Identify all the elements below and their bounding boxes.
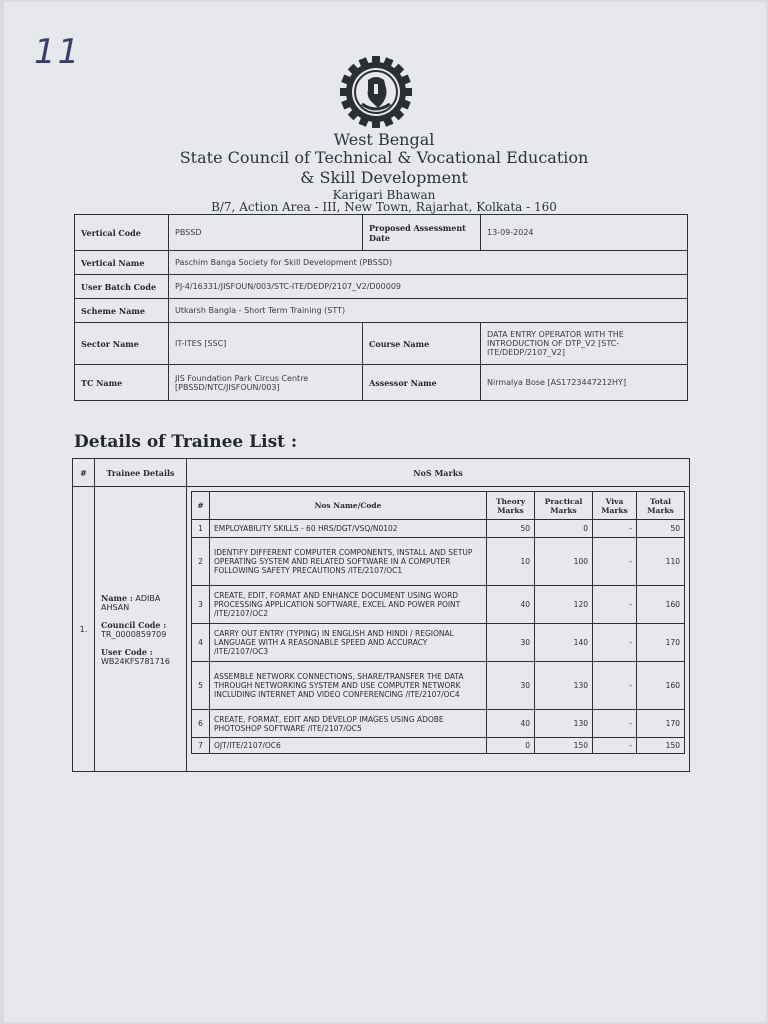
theory-marks: 30 xyxy=(487,662,535,710)
nos-name: IDENTIFY DIFFERENT COMPUTER COMPONENTS, INSTALL AND SETUP OPERATING SYSTEM AND RELATED SOFTWARE IN A COMPUTER FOLLOWING SAFETY PRECAUTIONS /ITE/2107/OC1 xyxy=(210,538,487,586)
table-row xyxy=(192,710,685,738)
nos-num: 4 xyxy=(192,624,210,662)
practical-header: Practical Marks xyxy=(535,492,593,520)
nos-name: CREATE, EDIT, FORMAT AND ENHANCE DOCUMENT USING WORD PROCESSING APPLICATION SOFTWARE, EXCEL AND POWER POINT /ITE/2107/OC2 xyxy=(210,586,487,624)
nos-name-header: Nos Name/Code xyxy=(210,492,487,520)
viva-header: Viva Marks xyxy=(593,492,637,520)
vertical-name-label: Vertical Name xyxy=(75,251,169,275)
theory-marks: 50 xyxy=(487,520,535,538)
vertical-code-label: Vertical Code xyxy=(75,215,169,251)
state-name: West Bengal xyxy=(333,130,435,149)
total-marks: 170 xyxy=(637,710,685,738)
batch-code-value: PJ-4/16331/JISFOUN/003/STC-ITE/DEDP/2107_V2/D00009 xyxy=(169,275,688,299)
council-name: State Council of Technical & Vocational Education xyxy=(179,148,589,167)
sector-label: Sector Name xyxy=(75,323,169,365)
address: B/7, Action Area - III, New Town, Rajarhat, Kolkata - 160 xyxy=(211,200,557,214)
nos-name: CREATE, FORMAT, EDIT AND DEVELOP IMAGES USING ADOBE PHOTOSHOP SOFTWARE /ITE/2107/OC5 xyxy=(210,710,487,738)
viva-marks: - xyxy=(593,586,637,624)
council-code: TR_0000859709 xyxy=(101,629,167,639)
trainee-row-num: 1. xyxy=(73,487,95,772)
total-marks: 170 xyxy=(637,624,685,662)
practical-marks: 0 xyxy=(535,520,593,538)
total-marks: 160 xyxy=(637,662,685,710)
council-logo-icon xyxy=(338,54,414,130)
viva-marks: - xyxy=(593,520,637,538)
nos-num: 6 xyxy=(192,710,210,738)
theory-marks: 0 xyxy=(487,738,535,754)
table-row xyxy=(192,586,685,624)
nos-num-header: # xyxy=(192,492,210,520)
table-row xyxy=(192,662,685,710)
user-code: WB24KFS781716 xyxy=(101,656,170,666)
tc-value: JIS Foundation Park Circus Centre [PBSSD/NTC/JISFOUN/003] xyxy=(169,365,363,401)
name-label: Name : xyxy=(101,592,133,603)
total-marks: 110 xyxy=(637,538,685,586)
nos-num: 2 xyxy=(192,538,210,586)
assessment-date-value: 13-09-2024 xyxy=(481,215,688,251)
vertical-name-value: Paschim Banga Society for Skill Development (PBSSD) xyxy=(169,251,688,275)
col-nos-header: NoS Marks xyxy=(187,459,690,487)
nos-marks-table xyxy=(191,491,685,754)
sector-value: IT-ITES [SSC] xyxy=(169,323,363,365)
theory-marks: 40 xyxy=(487,710,535,738)
viva-marks: - xyxy=(593,738,637,754)
viva-marks: - xyxy=(593,624,637,662)
nos-name: OJT/ITE/2107/OC6 xyxy=(210,738,487,754)
trainee-name: ADIBA AHSAN xyxy=(101,593,161,612)
table-row xyxy=(192,520,685,538)
practical-marks: 120 xyxy=(535,586,593,624)
practical-marks: 140 xyxy=(535,624,593,662)
council-name-line2: & Skill Development xyxy=(300,168,468,187)
document-page xyxy=(4,2,766,1022)
tc-label: TC Name xyxy=(75,365,169,401)
nos-marks-cell xyxy=(187,487,690,772)
practical-marks: 150 xyxy=(535,738,593,754)
theory-marks: 30 xyxy=(487,624,535,662)
scheme-value: Utkarsh Bangla - Short Term Training (STT) xyxy=(169,299,688,323)
nos-num: 1 xyxy=(192,520,210,538)
col-trainee-header: Trainee Details xyxy=(95,459,187,487)
practical-marks: 130 xyxy=(535,710,593,738)
section-title: Details of Trainee List : xyxy=(74,432,298,452)
practical-marks: 100 xyxy=(535,538,593,586)
table-row xyxy=(192,624,685,662)
theory-marks: 40 xyxy=(487,586,535,624)
practical-marks: 130 xyxy=(535,662,593,710)
assessment-date-label: Proposed Assessment Date xyxy=(363,215,481,251)
assessor-label: Assessor Name xyxy=(363,365,481,401)
nos-num: 7 xyxy=(192,738,210,754)
council-code-label: Council Code : xyxy=(101,619,167,630)
nos-num: 5 xyxy=(192,662,210,710)
assessor-value: Nirmalya Bose [AS1723447212HY] xyxy=(481,365,688,401)
viva-marks: - xyxy=(593,710,637,738)
theory-header: Theory Marks xyxy=(487,492,535,520)
total-marks: 150 xyxy=(637,738,685,754)
batch-code-label: User Batch Code xyxy=(75,275,169,299)
total-header: Total Marks xyxy=(637,492,685,520)
scheme-label: Scheme Name xyxy=(75,299,169,323)
nos-num: 3 xyxy=(192,586,210,624)
course-value: DATA ENTRY OPERATOR WITH THE INTRODUCTION OF DTP_V2 [STC-ITE/DEDP/2107_V2] xyxy=(481,323,688,365)
nos-name: EMPLOYABILITY SKILLS - 60 HRS/DGT/VSQ/N0102 xyxy=(210,520,487,538)
viva-marks: - xyxy=(593,662,637,710)
assessment-info-table xyxy=(74,214,688,401)
nos-name: ASSEMBLE NETWORK CONNECTIONS, SHARE/TRANSFER THE DATA THROUGH NETWORKING SYSTEM AND USE COMPUTER NETWORK INCLUDING INTERNET AND VIDEO CONFERENCING /ITE/2107/OC4 xyxy=(210,662,487,710)
course-label: Course Name xyxy=(363,323,481,365)
total-marks: 50 xyxy=(637,520,685,538)
col-num-header: # xyxy=(73,459,95,487)
nos-name: CARRY OUT ENTRY (TYPING) IN ENGLISH AND HINDI / REGIONAL LANGUAGE WITH A REASONABLE SPEED AND ACCURACY /ITE/2107/OC3 xyxy=(210,624,487,662)
table-row xyxy=(192,538,685,586)
trainee-table xyxy=(72,458,690,772)
building-name: Karigari Bhawan xyxy=(332,188,436,202)
viva-marks: - xyxy=(593,538,637,586)
trainee-details xyxy=(95,487,187,772)
theory-marks: 10 xyxy=(487,538,535,586)
handwritten-mark: 11 xyxy=(34,32,82,72)
table-row xyxy=(192,738,685,754)
total-marks: 160 xyxy=(637,586,685,624)
user-code-label: User Code : xyxy=(101,646,153,657)
vertical-code-value: PBSSD xyxy=(169,215,363,251)
